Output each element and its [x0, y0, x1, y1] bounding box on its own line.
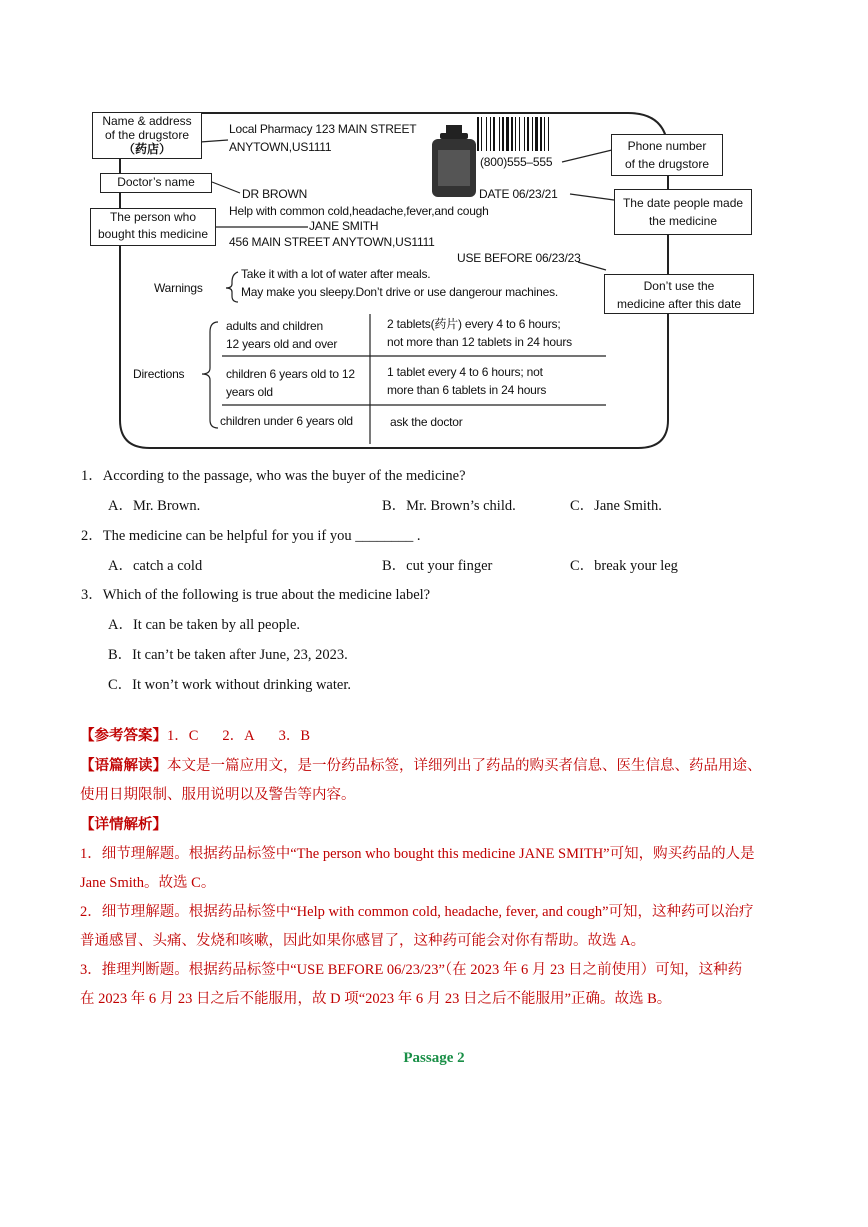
reading-section — [80, 752, 820, 810]
answer-1: 1．C — [167, 728, 199, 744]
question-1-option-a: A．Mr. Brown. — [108, 498, 201, 514]
medicine-label-figure — [0, 0, 868, 460]
phone-number: (800)555–555 — [480, 155, 553, 169]
question-3-option-b: B．It can’t be taken after June, 23, 2023. — [108, 647, 348, 663]
reading-text-2: 使用日期限制、服用说明以及警告等内容。 — [80, 787, 356, 803]
answer-key — [80, 722, 310, 751]
analysis-line-1: 1．细节理解题。根据药品标签中“The person who bought this medicine JANE SMITH”可知，购买药品的人是 — [80, 846, 755, 862]
directions-dose-1: 2 tablets(药片) every 4 to 6 hours; not more than 12 tablets in 24 hours — [387, 317, 572, 349]
directions-dose-3: ask the doctor — [390, 415, 463, 429]
warning-1: Take it with a lot of water after meals. — [241, 267, 431, 281]
analysis-heading: 【详情解析】 — [80, 817, 167, 833]
callout-phone-number: Phone number of the drugstore — [611, 134, 723, 176]
medicine-use: Help with common cold,headache,fever,and cough — [229, 204, 489, 218]
directions-dose-2: 1 tablet every 4 to 6 hours; not more than 6 tablets in 24 hours — [387, 365, 547, 397]
directions-who-1: adults and children 12 years old and over — [226, 319, 338, 351]
callout-dont-use: Don’t use the medicine after this date — [604, 274, 754, 314]
medicine-bottle-icon — [432, 125, 476, 197]
analysis-section — [80, 811, 820, 1014]
question-3-option-a: A．It can be taken by all people. — [108, 617, 301, 633]
callout-warnings: Warnings — [154, 281, 203, 295]
question-3-option-c: C．It won’t work without drinking water. — [108, 677, 351, 693]
analysis-line-2: Jane Smith。故选 C。 — [80, 875, 216, 891]
question-2-stem: 2．The medicine can be helpful for you if you ________ . — [81, 528, 421, 544]
pharmacy-line-2: ANYTOWN,US1111 — [229, 140, 332, 154]
question-3-stem: 3．Which of the following is true about the medicine label? — [81, 587, 431, 603]
answer-3: 3．B — [278, 728, 311, 744]
question-2-option-c: C．break your leg — [570, 558, 678, 574]
warning-2: May make you sleepy.Don’t drive or use dangerour machines. — [241, 285, 559, 299]
analysis-line-3: 2．细节理解题。根据药品标签中“Help with common cold, headache, fever, and cough”可知，这种药可以治疗 — [80, 904, 754, 920]
analysis-line-4: 普通感冒、头痛、发烧和咳嗽，因此如果你感冒了，这种药可能会对你有帮助。故选 A。 — [80, 933, 646, 949]
callout-name-address: Name & address of the drugstore （药店） — [92, 112, 202, 159]
analysis-line-6: 在 2023 年 6 月 23 日之后不能服用，故 D 项“2023 年 6 月 23 日之后不能服用”正确。故选 B。 — [80, 991, 672, 1007]
date-made: DATE 06/23/21 — [479, 187, 558, 201]
question-2-option-a: A．catch a cold — [108, 558, 203, 574]
question-1-option-b: B．Mr. Brown’s child. — [382, 498, 516, 514]
analysis-line-5: 3．推理判断题。根据药品标签中“USE BEFORE 06/23/23”（在 2023 年 6 月 23 日之前使用）可知，这种药 — [80, 962, 743, 978]
reading-text-1: 本文是一篇应用文，是一份药品标签，详细列出了药品的购买者信息、医生信息、药品用途、 — [167, 758, 762, 774]
passage-2-title: Passage 2 — [403, 1050, 465, 1066]
pharmacy-line-1: Local Pharmacy 123 MAIN STREET — [229, 122, 417, 136]
callout-directions: Directions — [133, 367, 185, 381]
reading-heading: 【语篇解读】 — [80, 758, 167, 774]
question-1-option-c: C．Jane Smith. — [570, 498, 662, 514]
doctor-name: DR BROWN — [242, 187, 308, 201]
question-2-option-b: B．cut your finger — [382, 558, 493, 574]
barcode-icon — [477, 117, 549, 151]
buyer-address: 456 MAIN STREET ANYTOWN,US1111 — [229, 235, 435, 249]
callout-doctor-name: Doctor’s name — [100, 173, 212, 193]
directions-who-2: children 6 years old to 12 years old — [226, 367, 355, 399]
callout-date-made: The date people made the medicine — [614, 189, 752, 235]
use-before-date: USE BEFORE 06/23/23 — [457, 251, 581, 265]
answer-2: 2．A — [222, 728, 255, 744]
callout-person-bought: The person who bought this medicine — [90, 208, 216, 246]
question-1-stem: 1．According to the passage, who was the buyer of the medicine? — [81, 468, 466, 484]
answer-key-heading: 【参考答案】 — [80, 728, 167, 744]
buyer-name: JANE SMITH — [309, 219, 379, 233]
directions-who-3: children under 6 years old — [220, 414, 353, 428]
